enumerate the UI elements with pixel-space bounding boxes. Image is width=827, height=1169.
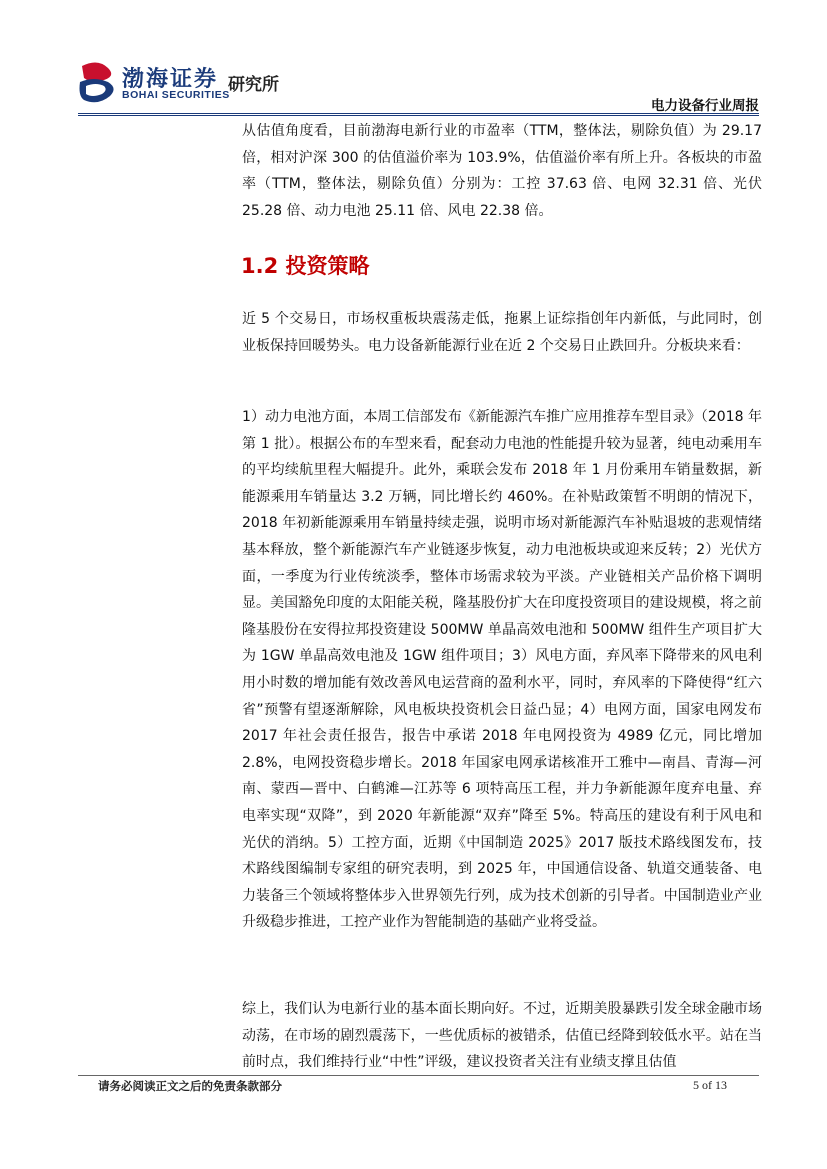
company-name-cn: 渤海证券 bbox=[122, 66, 219, 92]
conclusion-paragraph: 综上，我们认为电新行业的基本面长期向好。不过，近期美股暴跌引发全球金融市场动荡，在市场的剧烈震荡下，一些优质标的被错杀，估值已经降到较低水平。站在当前时点，我们维持行业“中性”评级，建议投资者关注有业绩支撑且估值 bbox=[242, 1001, 762, 1071]
footer-disclaimer: 请务必阅读正文之后的免责条款部分 bbox=[98, 1079, 282, 1093]
header-divider bbox=[78, 113, 759, 116]
report-type-title: 电力设备行业周报 bbox=[651, 98, 759, 114]
company-logo bbox=[78, 60, 298, 106]
section-heading: 1.2 投资策略 bbox=[241, 254, 370, 278]
market-overview-paragraph: 近 5 个交易日，市场权重板块震荡走低，拖累上证综指创年内新低，与此同时，创业板保持回暖势头。电力设备新能源行业在近 2 个交易日止跌回升。分板块来看： bbox=[242, 311, 762, 354]
page-number: 5 of 13 bbox=[693, 1078, 727, 1092]
footer-divider bbox=[78, 1075, 759, 1076]
sector-analysis-paragraph: 1）动力电池方面，本周工信部发布《新能源汽车推广应用推荐车型目录》（2018 年第 1 批）。根据公布的车型来看，配套动力电池的性能提升较为显著，纯电动乘用车的平均续航里程大幅提升。此外，乘联会发布 2018 年 1 月份乘用车销量数据，新能源乘用车销量达 3.2 万辆，同比增长约 460%。在补贴政策暂不明朗的情况下，2018 年初新能源乘用车销量持续走强，说明市场对新能源汽车补贴退坡的悲观情绪基本释放，整个新能源汽车产业链逐步恢复，动力电池板块或迎来反转；2）光伏方面，一季度为行业传统淡季，整体市场需求较为平淡。产业链相关产品价格下调明显。美国豁免印度的太阳能关税，隆基股份扩大在印度投资项目的建设规模，将之前隆基股份在安得拉邦投资建设 500MW 单晶高效电池和 500MW 组件生产项目扩大为 1GW 单晶高效电池及 1GW 组件项目；3）风电方面，弃风率下降带来的风电利用小时数的增加能有效改善风电运营商的盈利水平，同时，弃风率的下降使得“红六省”预警有望逐渐解除，风电板块投资机会日益凸显；4）电网方面，国家电网发布 2017 年社会责任报告，报告中承诺 2018 年电网投资为 4989 亿元，同比增加 2.8%，电网投资稳步增长。2018 年国家电网承诺核准开工雅中—南昌、青海—河南、蒙西—晋中、白鹤滩—江苏等 6 项特高压工程，并力争新能源年度弃电量、弃电率实现“双降”，到 2020 年新能源“双弃”降至 5%。特高压的建设有利于风电和光伏的消纳。5）工控方面，近期《中国制造 2025》2017 版技术路线图发布，技术路线图编制专家组的研究表明，到 2025 年，中国通信设备、轨道交通装备、电力装备三个领域将整体步入世界领先行列，成为技术创新的引导者。中国制造业产业升级稳步推进，工控产业作为智能制造的基础产业将受益。 bbox=[242, 409, 762, 931]
department-name: 研究所 bbox=[228, 75, 279, 95]
bohai-logo-icon bbox=[78, 60, 118, 104]
valuation-paragraph: 从估值角度看，目前渤海电新行业的市盈率（TTM，整体法，剔除负值）为 29.17 倍，相对沪深 300 的估值溢价率为 103.9%，估值溢价率有所上升。各板块的市盈率（TTM，整体法，剔除负值）分别为：工控 37.63 倍、电网 32.31 倍、光伏 25.28 倍、动力电池 25.11 倍、风电 22.38 倍。 bbox=[242, 123, 762, 219]
company-name-en: BOHAI SECURITIES bbox=[122, 89, 230, 101]
